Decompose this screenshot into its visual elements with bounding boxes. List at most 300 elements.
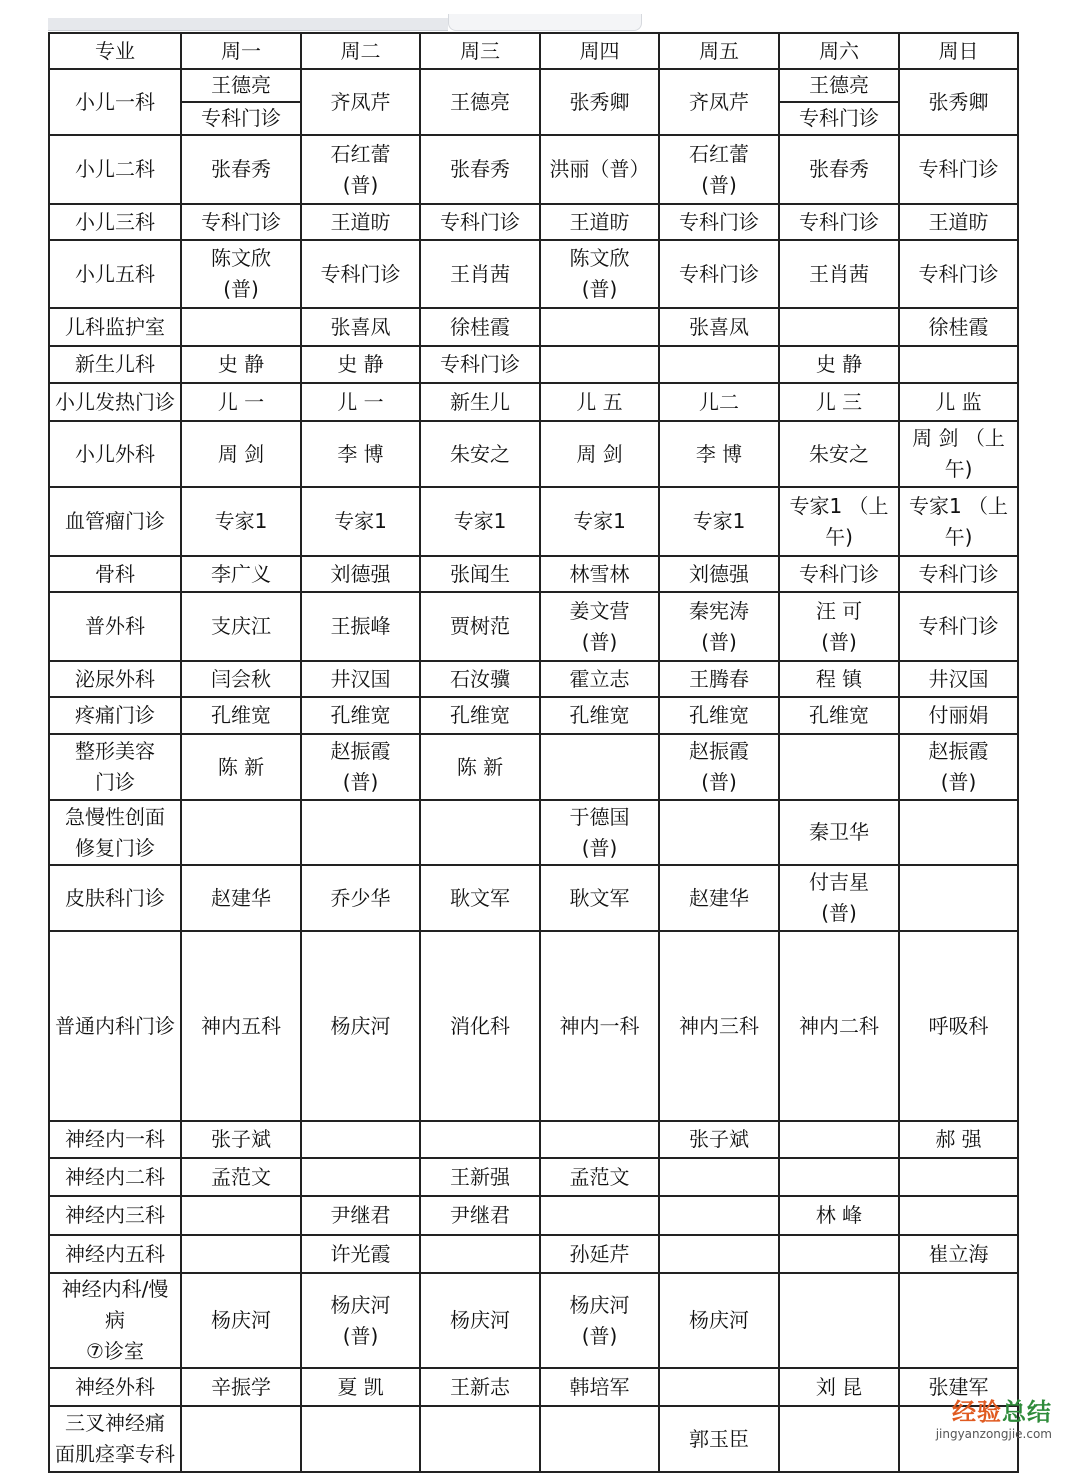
schedule-cell <box>779 383 899 421</box>
schedule-cell <box>301 240 420 308</box>
schedule-cell <box>540 383 659 421</box>
schedule-cell <box>420 308 540 346</box>
cell-line: 张秀卿 <box>928 89 989 114</box>
cell-line: 孔维宽 <box>689 703 749 727</box>
schedule-cell <box>540 346 659 383</box>
schedule-cell <box>659 240 779 308</box>
schedule-cell <box>181 421 301 487</box>
watermark <box>936 1392 1052 1441</box>
schedule-cell <box>779 1196 899 1235</box>
cell-line: 杨庆河 <box>211 1308 271 1332</box>
schedule-cell <box>659 592 779 661</box>
schedule-cell <box>779 421 899 487</box>
schedule-cell <box>659 1406 779 1472</box>
header-day: 周一 <box>181 33 301 69</box>
dept-cell: 血管瘤门诊 <box>49 487 181 556</box>
schedule-cell <box>899 734 1018 800</box>
dept-cell: 小儿一科 <box>49 69 181 135</box>
cell-line: 周 剑 （上 <box>912 426 1005 450</box>
cell-line: 赵建华 <box>211 885 271 910</box>
schedule-cell <box>779 865 899 931</box>
cell-line: 李广义 <box>211 561 271 586</box>
cell-line: 赵振霞 <box>689 739 749 763</box>
table-row <box>49 661 1018 697</box>
cell-line: 韩培军 <box>569 1374 630 1399</box>
schedule-cell <box>420 421 540 487</box>
table-row <box>49 1158 1018 1196</box>
cell-line: (普) <box>342 1323 379 1348</box>
table-row <box>49 556 1018 592</box>
schedule-cell <box>659 421 779 487</box>
schedule-cell <box>181 592 301 661</box>
cell-line: 专家1 <box>573 509 626 533</box>
cell-line: 杨庆河 <box>330 1013 391 1038</box>
schedule-cell <box>899 487 1018 556</box>
dept-cell: 新生儿科 <box>49 346 181 383</box>
cell-line: 崔立海 <box>928 1241 989 1266</box>
cell-line: 耿文军 <box>450 885 510 910</box>
schedule-cell <box>420 1158 540 1196</box>
cell-line: 专科门诊 <box>918 261 999 286</box>
schedule-cell <box>301 734 420 800</box>
schedule-cell <box>899 346 1018 383</box>
watermark-url: jingyanzongjie.com <box>935 1427 1052 1441</box>
schedule-table <box>48 32 1019 1473</box>
schedule-cell <box>420 556 540 592</box>
cell-line: 郝 强 <box>935 1127 982 1151</box>
cell-line: 刘 昆 <box>815 1374 863 1399</box>
schedule-cell <box>779 1273 899 1368</box>
cell-line: 杨庆河 <box>330 1292 391 1317</box>
cell-line: 王德亮 <box>211 73 271 97</box>
header-day: 周五 <box>659 33 779 69</box>
cell-line: 秦卫华 <box>809 820 869 844</box>
cell-line: 付丽娟 <box>928 703 989 727</box>
cell-line: (普) <box>581 1323 618 1348</box>
cell-line: 林雪林 <box>569 561 630 586</box>
table-row <box>49 487 1018 556</box>
schedule-cell <box>301 1121 420 1158</box>
schedule-cell <box>181 308 301 346</box>
cell-line: 孟范文 <box>569 1164 630 1189</box>
cell-line: 支庆江 <box>211 614 271 638</box>
cell-line: 陈文欣 <box>211 246 271 270</box>
schedule-cell <box>181 1273 301 1368</box>
schedule-cell <box>181 1406 301 1472</box>
cell-line: 尹继君 <box>450 1203 510 1227</box>
schedule-cell <box>301 308 420 346</box>
schedule-cell <box>301 556 420 592</box>
cell-line: (普) <box>581 835 618 860</box>
schedule-cell <box>540 931 659 1121</box>
schedule-cell <box>540 421 659 487</box>
schedule-cell <box>301 346 420 383</box>
cell-line: (普) <box>701 629 737 654</box>
cell-line: 孟范文 <box>211 1164 271 1189</box>
dept-cell: 神经外科 <box>49 1368 181 1406</box>
cell-line: 孔维宽 <box>211 703 271 727</box>
table-row <box>49 697 1018 734</box>
dept-cell: 三叉神经痛 面肌痉挛专科 <box>49 1406 181 1472</box>
table-row <box>49 383 1018 421</box>
cell-line: 王肖茜 <box>450 261 510 286</box>
schedule-cell <box>181 69 301 135</box>
schedule-cell <box>659 1235 779 1273</box>
cell-line: 专科门诊 <box>918 614 999 638</box>
cell-line: 秦宪涛 <box>689 598 749 623</box>
cell-line: 神内二科 <box>799 1013 879 1038</box>
table-row <box>49 135 1018 204</box>
table-row <box>49 931 1018 1121</box>
dept-cell: 小儿三科 <box>49 204 181 240</box>
cell-line: 张秀卿 <box>569 89 630 114</box>
cell-line: 儿 三 <box>815 389 863 414</box>
dept-cell: 普外科 <box>49 592 181 661</box>
schedule-cell <box>181 661 301 697</box>
cell-line: 乔少华 <box>330 885 391 910</box>
cell-line: 王振峰 <box>330 614 391 638</box>
schedule-cell <box>540 1406 659 1472</box>
cell-line: (普) <box>223 277 259 301</box>
schedule-cell <box>301 487 420 556</box>
schedule-cell <box>659 383 779 421</box>
schedule-cell <box>301 865 420 931</box>
schedule-cell <box>420 1406 540 1472</box>
schedule-cell <box>540 592 659 661</box>
cell-line: 王德亮 <box>450 89 510 114</box>
header-row <box>49 33 1018 69</box>
schedule-cell <box>659 697 779 734</box>
cell-line: 赵振霞 <box>928 739 989 763</box>
schedule-cell <box>659 661 779 697</box>
cell-line: 辛振学 <box>211 1374 271 1399</box>
schedule-cell <box>540 734 659 800</box>
schedule-cell <box>540 135 659 204</box>
cell-line: 专家1 （上 <box>789 493 889 518</box>
cell-line: 专科门诊 <box>780 101 898 134</box>
cell-line: 史 静 <box>337 352 384 376</box>
schedule-body <box>49 69 1018 1472</box>
schedule-cell <box>181 800 301 865</box>
cell-line: 许光霞 <box>330 1241 391 1266</box>
schedule-cell <box>899 1121 1018 1158</box>
cell-line: 夏 凯 <box>337 1374 384 1399</box>
schedule-cell <box>659 1368 779 1406</box>
cell-line: 杨庆河 <box>689 1308 749 1332</box>
cell-line: 闫会秋 <box>211 666 271 691</box>
cell-line: 呼吸科 <box>928 1013 989 1038</box>
cell-line: 朱安之 <box>809 441 869 466</box>
dept-cell: 神经内三科 <box>49 1196 181 1235</box>
dept-cell: 疼痛门诊 <box>49 697 181 734</box>
cell-line: 王道昉 <box>928 209 989 234</box>
cell-line: 专科门诊 <box>918 157 999 181</box>
schedule-cell <box>779 1406 899 1472</box>
header-day: 周二 <box>301 33 420 69</box>
cell-line: 付吉星 <box>809 870 869 894</box>
cell-line: 午) <box>944 524 973 549</box>
schedule-cell <box>779 487 899 556</box>
schedule-cell <box>659 1196 779 1235</box>
schedule-cell <box>899 1196 1018 1235</box>
schedule-cell <box>540 661 659 697</box>
cell-line: 专科门诊 <box>440 209 520 234</box>
dept-cell: 普通内科门诊 <box>49 931 181 1121</box>
cell-line: 张春秀 <box>809 157 869 181</box>
dept-cell: 神经内一科 <box>49 1121 181 1158</box>
schedule-cell <box>779 734 899 800</box>
schedule-cell <box>540 487 659 556</box>
cell-line: 徐桂霞 <box>928 314 989 339</box>
schedule-cell <box>659 204 779 240</box>
dept-cell: 神经内科/慢 病 ⑦诊室 <box>49 1273 181 1368</box>
schedule-cell <box>779 240 899 308</box>
schedule-cell <box>899 204 1018 240</box>
schedule-cell <box>301 1406 420 1472</box>
schedule-cell <box>779 661 899 697</box>
dept-cell: 整形美容 门诊 <box>49 734 181 800</box>
schedule-cell <box>899 1273 1018 1368</box>
schedule-cell <box>659 69 779 135</box>
cell-line: 专科门诊 <box>182 101 300 134</box>
cell-line: (普) <box>342 172 379 197</box>
schedule-cell <box>420 204 540 240</box>
schedule-cell <box>540 1368 659 1406</box>
cell-line: 齐凤芹 <box>330 89 391 114</box>
schedule-cell <box>301 697 420 734</box>
dept-cell: 神经内二科 <box>49 1158 181 1196</box>
schedule-cell <box>420 135 540 204</box>
cell-line: 专家1 <box>214 509 268 533</box>
cell-line: 周 剑 <box>576 441 623 466</box>
cell-line: (普) <box>821 901 857 925</box>
schedule-cell <box>181 697 301 734</box>
schedule-cell <box>899 1158 1018 1196</box>
cell-line: 周 剑 <box>217 441 265 466</box>
header-day: 周四 <box>540 33 659 69</box>
cell-line: 张春秀 <box>450 157 510 181</box>
schedule-cell <box>779 592 899 661</box>
cell-line: 儿二 <box>699 389 739 414</box>
schedule-cell <box>779 69 899 135</box>
cell-line: 洪丽（普） <box>549 157 650 181</box>
schedule-cell <box>420 661 540 697</box>
cell-line: 朱安之 <box>450 441 510 466</box>
cell-line: 林 峰 <box>815 1203 863 1227</box>
schedule-cell <box>181 1158 301 1196</box>
cell-line: 张春秀 <box>211 157 271 181</box>
schedule-cell <box>540 556 659 592</box>
cell-line: 汪 可 <box>815 598 863 623</box>
cell-line: 专科门诊 <box>918 561 999 586</box>
schedule-cell <box>181 346 301 383</box>
schedule-cell <box>181 1368 301 1406</box>
schedule-cell <box>659 556 779 592</box>
schedule-cell <box>301 1273 420 1368</box>
cell-line: 专家1 <box>692 509 746 533</box>
cell-line: 专科门诊 <box>440 352 520 376</box>
cell-line: 霍立志 <box>569 666 630 691</box>
cell-line: 专科门诊 <box>799 209 879 234</box>
cell-line: (普) <box>701 770 737 794</box>
schedule-cell <box>899 556 1018 592</box>
cell-line: 李 博 <box>695 441 743 466</box>
cell-line: (普) <box>821 629 857 654</box>
cell-line: 孙延芹 <box>569 1241 630 1266</box>
watermark-text-a: 经验 <box>952 1398 1002 1426</box>
table-row <box>49 1196 1018 1235</box>
cell-line: 赵振霞 <box>330 739 391 763</box>
cell-line: 专家1 <box>334 509 387 533</box>
table-row <box>49 1235 1018 1273</box>
schedule-cell <box>659 1273 779 1368</box>
cell-line: 井汉国 <box>928 666 989 691</box>
schedule-cell <box>301 1158 420 1196</box>
dept-cell: 小儿发热门诊 <box>49 383 181 421</box>
table-row <box>49 240 1018 308</box>
schedule-cell <box>899 240 1018 308</box>
schedule-cell <box>181 204 301 240</box>
schedule-cell <box>301 661 420 697</box>
cell-line: 王肖茜 <box>809 261 869 286</box>
cell-line: 张闻生 <box>450 561 510 586</box>
schedule-cell <box>540 865 659 931</box>
cell-line: 史 静 <box>217 352 265 376</box>
dept-cell: 急慢性创面 修复门诊 <box>49 800 181 865</box>
schedule-cell <box>899 383 1018 421</box>
schedule-cell <box>540 1158 659 1196</box>
schedule-cell <box>899 800 1018 865</box>
cell-line: 史 静 <box>815 352 863 376</box>
cell-line: 张喜凤 <box>330 314 391 339</box>
dept-cell: 小儿五科 <box>49 240 181 308</box>
schedule-cell <box>301 135 420 204</box>
dept-cell: 泌尿外科 <box>49 661 181 697</box>
cell-line: 神内五科 <box>201 1013 281 1038</box>
schedule-cell <box>420 592 540 661</box>
cell-line: 神内一科 <box>559 1013 640 1038</box>
schedule-cell <box>420 487 540 556</box>
cell-line: 孔维宽 <box>330 703 391 727</box>
schedule-cell <box>301 383 420 421</box>
cell-line: 新生儿 <box>450 389 510 414</box>
schedule-cell <box>899 1235 1018 1273</box>
schedule-cell <box>779 308 899 346</box>
cell-line: 王道昉 <box>569 209 630 234</box>
schedule-cell <box>779 204 899 240</box>
cell-line: 专科门诊 <box>201 209 281 234</box>
schedule-cell <box>779 1158 899 1196</box>
schedule-cell <box>899 931 1018 1121</box>
schedule-cell <box>420 69 540 135</box>
table-row <box>49 421 1018 487</box>
schedule-cell <box>779 346 899 383</box>
schedule-cell <box>301 800 420 865</box>
cell-line: 刘德强 <box>330 561 391 586</box>
schedule-cell <box>540 1273 659 1368</box>
cell-line: 李 博 <box>337 441 384 466</box>
cell-line: 午) <box>944 457 973 481</box>
cell-line: 张子斌 <box>689 1127 749 1151</box>
cell-line: 王腾春 <box>689 666 749 691</box>
schedule-cell <box>540 69 659 135</box>
header-day: 周三 <box>420 33 540 69</box>
dept-cell: 小儿二科 <box>49 135 181 204</box>
schedule-cell <box>420 383 540 421</box>
table-row <box>49 1121 1018 1158</box>
table-row <box>49 592 1018 661</box>
cell-line: 专科门诊 <box>679 261 759 286</box>
header-day: 周日 <box>899 33 1018 69</box>
schedule-cell <box>779 1235 899 1273</box>
schedule-cell <box>899 661 1018 697</box>
schedule-cell <box>540 308 659 346</box>
cell-line: 专家1 <box>453 509 507 533</box>
schedule-cell <box>301 69 420 135</box>
cell-line: 张建军 <box>928 1374 989 1399</box>
cell-line: 贾树范 <box>450 614 510 638</box>
cell-line: 专科门诊 <box>799 561 879 586</box>
schedule-cell <box>181 1121 301 1158</box>
cell-line: 儿 一 <box>337 389 384 414</box>
schedule-cell <box>420 931 540 1121</box>
cell-line: 王新志 <box>450 1374 510 1399</box>
cell-line: 张子斌 <box>211 1127 271 1151</box>
cell-line: 赵建华 <box>689 885 749 910</box>
cell-line: 郭玉臣 <box>689 1426 749 1451</box>
schedule-cell <box>181 734 301 800</box>
schedule-cell <box>181 135 301 204</box>
cell-line: 陈 新 <box>217 754 265 779</box>
schedule-cell <box>779 135 899 204</box>
schedule-cell <box>181 240 301 308</box>
cell-line: 尹继君 <box>330 1203 391 1227</box>
schedule-cell <box>181 556 301 592</box>
schedule-cell <box>779 800 899 865</box>
schedule-cell <box>899 697 1018 734</box>
schedule-cell <box>540 1196 659 1235</box>
schedule-cell <box>540 1235 659 1273</box>
header-day: 周六 <box>779 33 899 69</box>
schedule-cell <box>181 931 301 1121</box>
schedule-cell <box>540 240 659 308</box>
cell-line: 耿文军 <box>569 885 630 910</box>
schedule-cell <box>779 1121 899 1158</box>
schedule-cell <box>301 592 420 661</box>
cell-line: 齐凤芹 <box>689 89 749 114</box>
cell-line: 专家1 （上 <box>908 493 1009 518</box>
cell-line: 石红蕾 <box>330 141 391 166</box>
dept-cell: 骨科 <box>49 556 181 592</box>
table-row <box>49 1406 1018 1472</box>
cell-line: 杨庆河 <box>569 1292 630 1317</box>
schedule-cell <box>181 865 301 931</box>
schedule-cell <box>540 1121 659 1158</box>
cell-line: 儿 五 <box>576 389 623 414</box>
schedule-cell <box>779 697 899 734</box>
schedule-cell <box>420 865 540 931</box>
schedule-cell <box>181 1196 301 1235</box>
schedule-cell <box>540 204 659 240</box>
cell-line: 程 镇 <box>815 666 863 691</box>
schedule-cell <box>659 135 779 204</box>
cell-line: 石红蕾 <box>689 141 749 166</box>
schedule-cell <box>540 800 659 865</box>
schedule-cell <box>301 421 420 487</box>
cell-line: 陈 新 <box>456 754 504 779</box>
cell-line: 刘德强 <box>689 561 749 586</box>
table-row <box>49 1273 1018 1368</box>
